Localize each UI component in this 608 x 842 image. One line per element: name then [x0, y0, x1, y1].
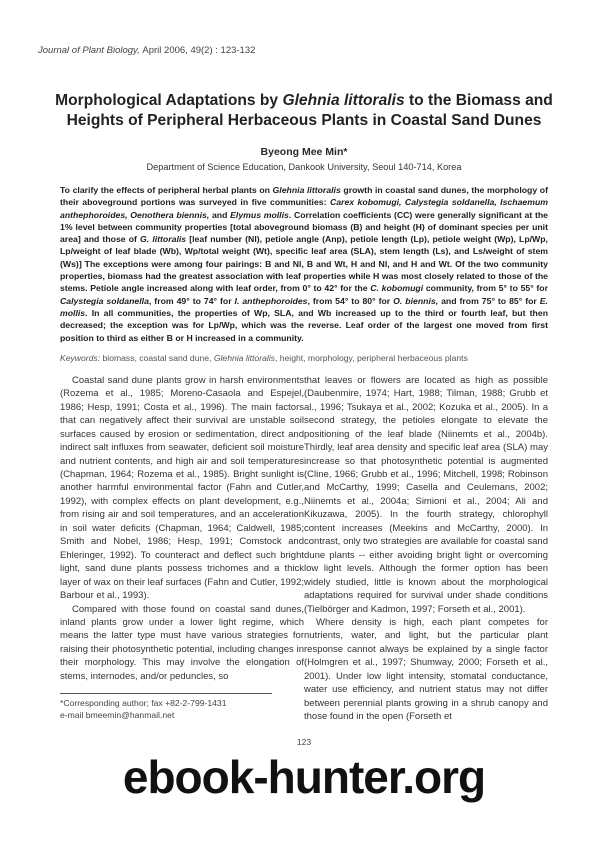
title-line-2: Heights of Peripheral Herbaceous Plants in Coastal Sand Dunes — [66, 112, 542, 129]
text-segment: growth in coastal sand dunes, the morphology of their aboveground portions was surveyed in five communities: — [60, 185, 548, 208]
footnote-block — [60, 693, 304, 721]
text-segment: [leaf number (Nl), petiole angle (Anp), petiole length (Lp), petiole weight (Wp), Lp/Wp, Lp/weight of leaf blade (Wb), Wp/total weight (Wt), specific leaf area (SLA), stem length (Ls), and Ls/weight of stem (Ws)] The exceptions were among four pairings: B and Nl, B and Wt, H and Nl, and H and Wt. Of the two community properties, biomass had the greatest association with leaf properties while H was most closely related to those of the stems. Petiole angle increased along with leaf order, from 0° to 42° for the — [60, 234, 548, 294]
text-segment: and from 75° to 85° for — [438, 295, 540, 306]
body-paragraph: Where density is high, each plant competes for nutrients, water, and light, but the particular plant response cannot always be explained by a single factor (Holmgren et al., 1997; Shumway, 2000; Forseth et al., 2001). Under low light intensity, stomatal conductance, water use efficiency, and nutrient status may not differ between perennial plants growing in a shrub canopy and those found in the open (Forseth et — [304, 617, 548, 723]
page-number: 123 — [296, 736, 312, 747]
text-segment: . In all communities, the properties of Wp, SLA, and Wb increased up to the third or fourth leaf, but then decreased; the exception was for Lp/Wp, which was the reverse. Leaf order of the largest one moved from first position to third as either B or H increased in a community. — [60, 307, 548, 343]
author: Byeong Mee Min* — [260, 146, 348, 158]
italic-text-segment: O. biennis, — [393, 295, 439, 306]
journal-name: Journal of Plant Biology, — [38, 45, 140, 56]
italic-text-segment: G. littoralis — [140, 234, 187, 245]
left-column — [60, 374, 304, 721]
paper-title — [40, 91, 568, 131]
text-segment: , from 54° to 80° for — [307, 295, 394, 306]
italic-text-segment: Carex kobomugi, Calystegia soldanella, Ischaemum anthephoroides, Oenothera biennis, — [60, 197, 548, 220]
text-segment: to the Biomass and — [404, 92, 553, 109]
footnote-divider — [60, 693, 272, 694]
body-paragraph: that leaves or flowers are located as high as possible (Daubenmire, 1974; Hart, 1988; Tilman, 1988; Grubb et al., 1996; Tsukaya et al., 2002; Kozuka et al., 2005). In a second strategy, the petioles elongate to elevate the positioning of the leaf blade (Niinemts et al., 2004b). Thirdly, leaf area density and specific leaf area (SLA) may increase so that photosynthetic potential is augmented (Cline, 1966; Grubb et al., 1996; Mitchell, 1998; Robinson and McCarthy, 1999; Casella and Ceulemans, 2002; Niinemts et al., 2004a; Simioni et al., 2004; Ali and Kikuzawa, 2005). In the fourth strategy, chlorophyll content increases (Meekins and McCarthy, 2000). In contrast, only two strategies are available for coastal sand dune plants -- either avoiding bright light or overcoming low light levels. Although the former option has been widely studied, little is known about the morphological adaptations required for survival under shade conditions (Tielbörger and Kadmon, 1997; Forseth et al., 2001). — [304, 374, 548, 615]
keywords — [60, 352, 548, 364]
text-segment: biomass, coastal sand dune, — [100, 352, 214, 363]
italic-text-segment: C. kobomugi — [370, 283, 424, 294]
italic-text-segment: Calystegia soldanella — [60, 295, 149, 306]
italic-text-segment: Elymus mollis — [230, 209, 289, 220]
italic-text-segment: Glehnia littoralis — [272, 185, 341, 195]
italic-text-segment: Glehnia littoralis — [213, 352, 275, 363]
title-line-1 — [40, 91, 568, 111]
text-segment: , height, morphology, peripheral herbaceous plants — [274, 352, 468, 363]
italic-text-segment: Glehnia littoralis — [282, 92, 405, 109]
text-segment: Morphological Adaptations by — [55, 92, 283, 109]
text-segment: , from 49° to 74° for — [148, 295, 235, 306]
text-segment: and — [209, 209, 231, 220]
journal-issue: April 2006, 49(2) : 123-132 — [142, 45, 256, 56]
affiliation: Department of Science Education, Dankook University, Seoul 140-714, Korea — [146, 162, 462, 172]
footnote-email: e-mail bmeemin@hanmail.net — [60, 710, 175, 721]
abstract — [60, 184, 548, 344]
journal-header — [38, 44, 568, 57]
watermark: ebook-hunter.org — [122, 750, 486, 803]
text-segment: To clarify the effects of peripheral herbal plants on — [60, 185, 273, 195]
body-paragraph: Coastal sand dune plants grow in harsh environments (Rozema et al., 1985; Moreno-Casaola and Espejel, 1986; Hesp, 1991; Costa et al., 1996). The main factors that can negatively affect their survival are unstable soil surfaces caused by erosion or sedimentation, direct and indirect salt influxes from seawater, deficient soil moisture and nutrient contents, and high air and soil temperatures (Chapman, 1964; Rozema et al., 1985). Bright sunlight is another harmful environmental factor (Fahn and Cutler, 1992), with complex effects on plant development, e.g., from rising air and soil temperatures, and an acceleration in soil water deficits (Chapman, 1964; Caldwell, 1985; Smith and Nobel, 1986; Hesp, 1991; Comstock and Ehleringer, 1992). To counteract and deflect such bright light, sand dune plants possess trichomes and a thick layer of wax on their leaf surfaces (Fahn and Cutler, 1992; Barbour et al., 1993). — [60, 374, 304, 602]
body-paragraph: Compared with those found on coastal sand dunes, inland plants grow under a lower light regime, which means the latter type must have various strategies for raising their photosynthetic potential, including changes in their morphology. This may involve the elongation of stems, internodes, and/or peduncles, so — [60, 603, 304, 682]
text-segment: community, from 5° to 55° for — [423, 283, 548, 294]
italic-text-segment: I. anthephoroides — [234, 295, 308, 306]
body-columns — [60, 374, 548, 724]
italic-text-segment: Keywords: — [60, 352, 101, 363]
footnote-contact: *Corresponding author; fax +82-2-799-1431 — [60, 698, 227, 709]
italic-text-segment: E. mollis — [60, 295, 548, 318]
text-segment: . Correlation coefficients (CC) were generally significant at the 1% level between community properties [total aboveground biomass (B) and height (H) of dominant species per unit area] and those of — [60, 209, 549, 245]
right-column — [304, 374, 548, 724]
footnote — [60, 697, 304, 721]
